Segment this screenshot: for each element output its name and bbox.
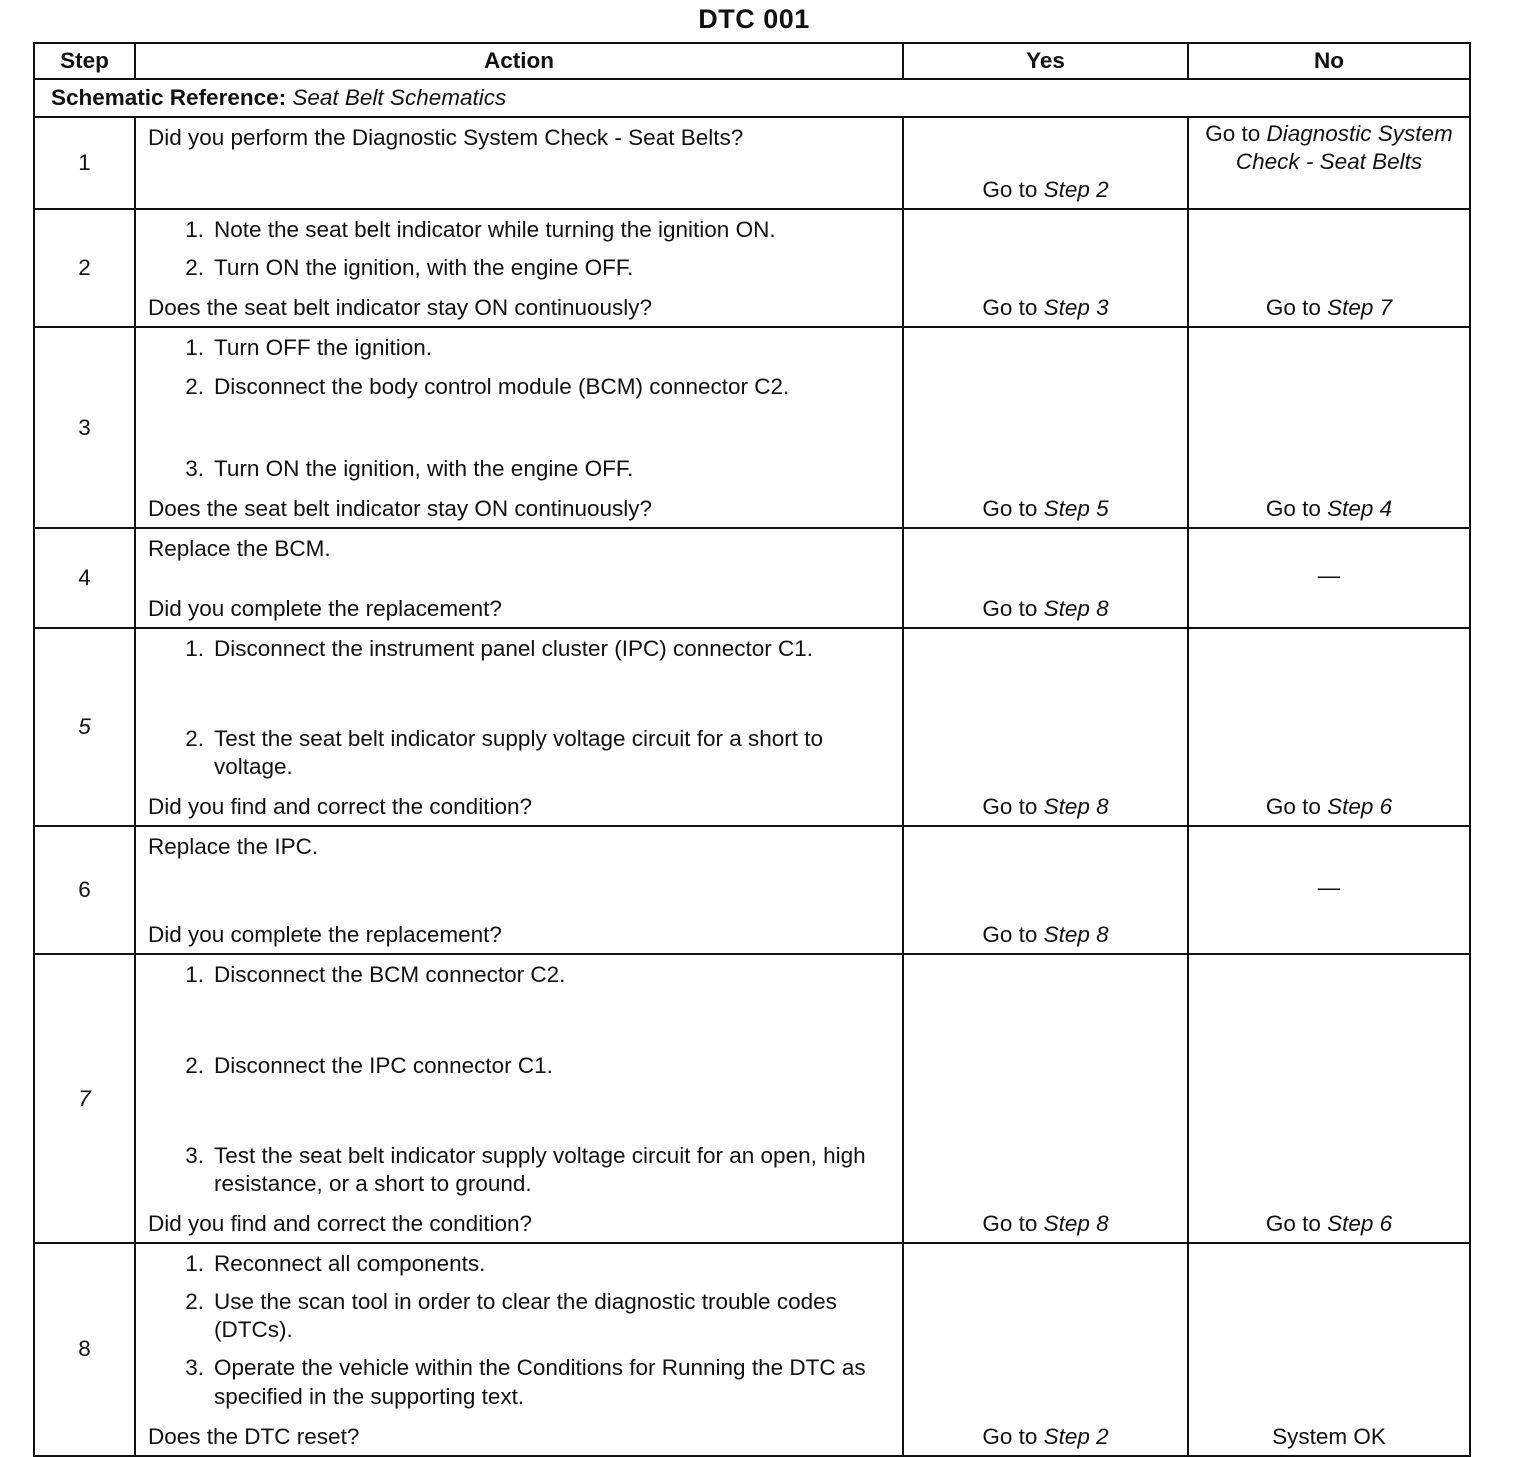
action-question: Did you complete the replacement? bbox=[148, 595, 502, 621]
header-step: Step bbox=[34, 43, 135, 79]
goto-label: Go to bbox=[982, 1423, 1038, 1449]
no-cell: — bbox=[1188, 528, 1470, 628]
step-number: 7 bbox=[34, 954, 135, 1243]
yes-cell bbox=[903, 528, 1188, 628]
no-cell: System OK bbox=[1188, 1243, 1470, 1456]
document-title: DTC 001 bbox=[698, 4, 810, 34]
action-step: 2. Use the scan tool in order to clear the diagnostic trouble codes (DTCs). bbox=[185, 1289, 837, 1343]
goto-label: Go to bbox=[982, 1210, 1038, 1236]
goto-link[interactable]: Step 2 bbox=[1043, 176, 1109, 202]
action-step: 2. Test the seat belt indicator supply voltage circuit for a short to voltage. bbox=[185, 726, 824, 780]
step-number: 1 bbox=[34, 117, 135, 209]
step-number: 2 bbox=[34, 209, 135, 327]
action-step: 2. Disconnect the IPC connector C1. bbox=[185, 1052, 553, 1078]
goto-link[interactable]: Step 8 bbox=[1043, 595, 1109, 621]
action-steps bbox=[148, 216, 892, 292]
yes-cell bbox=[903, 1243, 1188, 1456]
goto-label: Go to bbox=[1205, 121, 1261, 146]
no-cell bbox=[1188, 209, 1470, 327]
action-steps bbox=[148, 334, 892, 492]
goto-label: Go to bbox=[1265, 295, 1321, 321]
action-cell bbox=[135, 954, 903, 1243]
action-steps bbox=[148, 635, 892, 791]
action-cell bbox=[135, 528, 903, 628]
goto-label: Go to bbox=[1265, 495, 1321, 521]
action-step: 3. Test the seat belt indicator supply voltage circuit for an open, high resistance, or a short to ground. bbox=[185, 1142, 866, 1196]
schematic-reference-label: Schematic Reference: bbox=[51, 84, 287, 110]
yes-cell bbox=[903, 826, 1188, 954]
action-step: 1. Note the seat belt indicator while turning the ignition ON. bbox=[185, 217, 776, 242]
schematic-reference-row bbox=[34, 79, 1470, 117]
action-cell bbox=[135, 826, 903, 954]
goto-link[interactable]: Step 8 bbox=[1043, 922, 1109, 948]
action-step: 3. Turn ON the ignition, with the engine OFF. bbox=[185, 455, 634, 481]
goto-label: Go to bbox=[982, 794, 1038, 820]
table-row bbox=[34, 628, 1470, 827]
action-step: 1. Reconnect all components. bbox=[185, 1251, 486, 1276]
table-row bbox=[34, 327, 1470, 528]
goto-label: Go to bbox=[982, 495, 1038, 521]
goto-link[interactable]: Step 7 bbox=[1327, 295, 1393, 321]
action-cell bbox=[135, 327, 903, 528]
step-number: 6 bbox=[34, 826, 135, 954]
action-question: Does the seat belt indicator stay ON continuously? bbox=[148, 495, 653, 521]
action-cell bbox=[135, 209, 903, 327]
action-text: Replace the BCM. bbox=[148, 535, 331, 561]
header-row bbox=[34, 43, 1470, 79]
step-number: 3 bbox=[34, 327, 135, 528]
goto-label: Go to bbox=[982, 295, 1038, 321]
goto-link[interactable]: Step 6 bbox=[1327, 1210, 1393, 1236]
table-row bbox=[34, 528, 1470, 628]
action-question: Does the seat belt indicator stay ON continuously? bbox=[148, 295, 653, 321]
action-question: Did you find and correct the condition? bbox=[148, 794, 532, 820]
no-cell bbox=[1188, 327, 1470, 528]
goto-link[interactable]: Step 2 bbox=[1043, 1423, 1109, 1449]
action-step: 1. Disconnect the BCM connector C2. bbox=[185, 962, 566, 988]
yes-cell bbox=[903, 117, 1188, 209]
table-row bbox=[34, 209, 1470, 327]
no-cell bbox=[1188, 117, 1470, 209]
action-question: Did you complete the replacement? bbox=[148, 922, 502, 948]
table-row bbox=[34, 954, 1470, 1243]
header-yes: Yes bbox=[903, 43, 1188, 79]
table-row bbox=[34, 826, 1470, 954]
header-action: Action bbox=[135, 43, 903, 79]
action-cell bbox=[135, 628, 903, 827]
no-cell: — bbox=[1188, 826, 1470, 954]
action-step: 1. Turn OFF the ignition. bbox=[185, 335, 433, 361]
goto-label: Go to bbox=[1265, 1210, 1321, 1236]
schematic-reference bbox=[34, 79, 1470, 117]
yes-cell bbox=[903, 628, 1188, 827]
action-step: 1. Disconnect the instrument panel cluster (IPC) connector C1. bbox=[185, 635, 814, 661]
step-number: 8 bbox=[34, 1243, 135, 1456]
header-no: No bbox=[1188, 43, 1470, 79]
step-number: 4 bbox=[34, 528, 135, 628]
action-step: 2. Turn ON the ignition, with the engine OFF. bbox=[185, 255, 634, 281]
goto-label: Go to bbox=[982, 176, 1038, 202]
action-text: Replace the IPC. bbox=[148, 834, 319, 860]
goto-link[interactable]: Step 8 bbox=[1043, 794, 1109, 820]
action-step: 3. Operate the vehicle within the Conditions for Running the DTC as specified in the supporting text. bbox=[185, 1355, 866, 1409]
yes-cell bbox=[903, 209, 1188, 327]
action-question: Does the DTC reset? bbox=[148, 1423, 360, 1449]
goto-link[interactable]: Step 5 bbox=[1043, 495, 1109, 521]
goto-link[interactable]: Step 3 bbox=[1043, 295, 1109, 321]
action-text: Did you perform the Diagnostic System Check - Seat Belts? bbox=[148, 125, 744, 150]
no-cell bbox=[1188, 954, 1470, 1243]
goto-link[interactable]: Step 4 bbox=[1327, 495, 1393, 521]
schematic-reference-link[interactable]: Seat Belt Schematics bbox=[292, 84, 507, 110]
goto-link[interactable]: Step 6 bbox=[1327, 794, 1393, 820]
goto-label: Go to bbox=[982, 595, 1038, 621]
yes-cell bbox=[903, 327, 1188, 528]
table-row bbox=[34, 1243, 1470, 1456]
yes-cell bbox=[903, 954, 1188, 1243]
action-cell bbox=[135, 117, 903, 209]
goto-link[interactable]: Step 8 bbox=[1043, 1210, 1109, 1236]
goto-label: Go to bbox=[1265, 794, 1321, 820]
table-row bbox=[34, 117, 1470, 209]
action-step: 2. Disconnect the body control module (BCM) connector C2. bbox=[185, 373, 790, 399]
action-steps bbox=[148, 961, 892, 1208]
action-question: Did you find and correct the condition? bbox=[148, 1210, 532, 1236]
goto-link[interactable]: Diagnostic System Check - Seat Belts bbox=[1235, 121, 1453, 175]
goto-label: Go to bbox=[982, 922, 1038, 948]
action-cell bbox=[135, 1243, 903, 1456]
no-cell bbox=[1188, 628, 1470, 827]
step-number: 5 bbox=[34, 628, 135, 827]
action-steps bbox=[148, 1250, 892, 1421]
diagnostic-table bbox=[33, 42, 1471, 1457]
